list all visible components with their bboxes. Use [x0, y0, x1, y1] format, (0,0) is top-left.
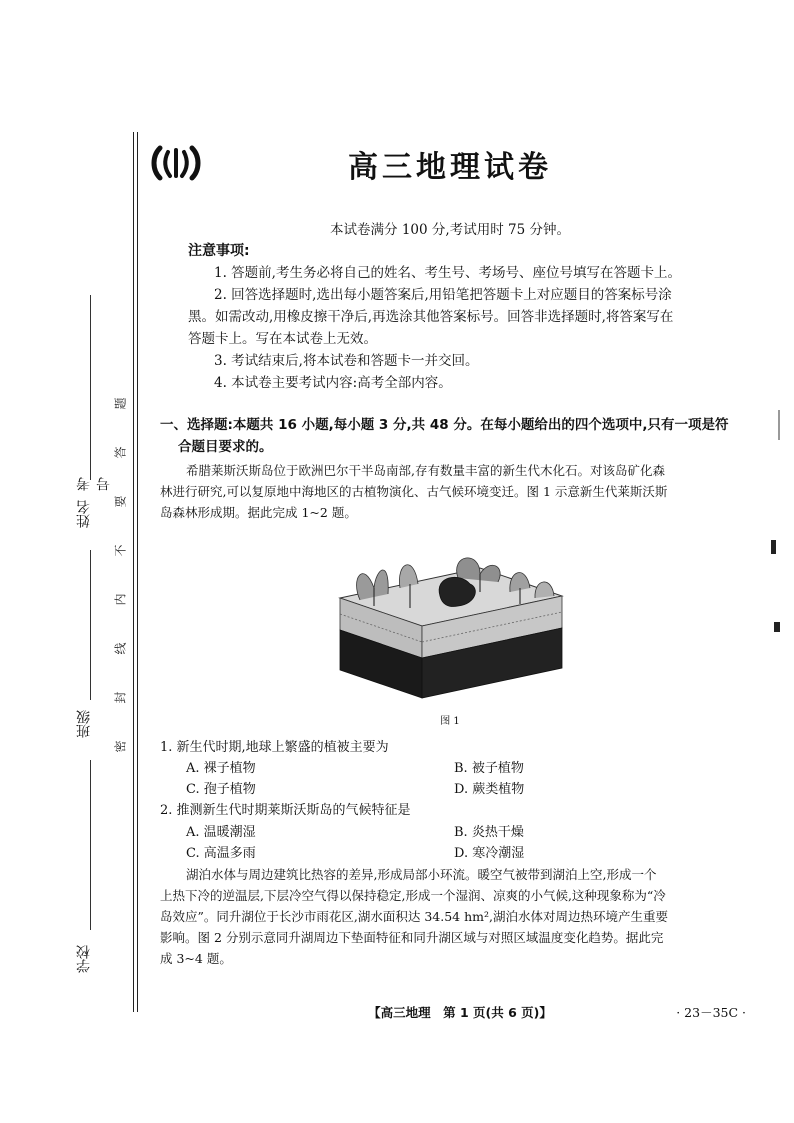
option-c: C. 孢子植物: [186, 782, 256, 797]
binding-line: [137, 132, 138, 1012]
passage-1: [160, 460, 748, 523]
question-1: [160, 738, 750, 758]
option-d: D. 寒冷潮湿: [454, 846, 525, 861]
binding-fields: [60, 120, 112, 1000]
scan-speck: [778, 410, 780, 440]
scan-speck: [771, 540, 776, 554]
passage-line: 希腊莱斯沃斯岛位于欧洲巴尔干半岛南部,存有数量丰富的新生代木化石。对该岛矿化森: [186, 463, 665, 478]
field-label: 班级: [76, 710, 92, 738]
publisher-logo-icon: [150, 142, 202, 184]
passage-line: 岛森林形成期。据此完成 1~2 题。: [160, 505, 357, 520]
exam-subtitle: 本试卷满分 100 分,考试用时 75 分钟。: [330, 222, 570, 238]
seal-char: 不: [113, 544, 128, 557]
figure-1-forest-block-diagram: [330, 548, 570, 703]
option-d: D. 蕨类植物: [454, 782, 525, 797]
note-item: 4. 本试卷主要考试内容:高考全部内容。: [214, 375, 452, 391]
scan-speck: [774, 622, 780, 632]
field-label: 姓名: [76, 500, 92, 528]
section-heading-line: 一、选择题:本题共 16 小题,每小题 3 分,共 48 分。在每小题给出的四个选项中,只有一项是符: [160, 417, 729, 433]
section-heading-line: 合题目要求的。: [178, 439, 273, 455]
figure-1-caption: 图 1: [440, 716, 460, 727]
seal-char: 答: [113, 446, 128, 459]
fill-line: [90, 550, 91, 700]
field-school: [60, 760, 100, 990]
option-a: A. 温暖潮湿: [186, 825, 256, 840]
seal-char: 内: [113, 593, 128, 606]
fill-line: [90, 370, 91, 480]
notes-title: 注意事项:: [188, 243, 250, 259]
seal-char: 要: [113, 495, 128, 508]
binding-line: [133, 132, 134, 1012]
fill-line: [90, 760, 91, 930]
option-a: A. 裸子植物: [186, 761, 256, 776]
option-b: B. 被子植物: [454, 761, 524, 776]
question-stem: 2. 推测新生代时期莱斯沃斯岛的气候特征是: [160, 803, 411, 818]
option-c: C. 高温多雨: [186, 846, 256, 861]
notes-block: [188, 240, 748, 394]
seal-char: 封: [113, 691, 128, 704]
note-item: 1. 答题前,考生务必将自己的姓名、考生号、考场号、座位号填写在答题卡上。: [214, 265, 681, 281]
seal-char: 线: [113, 642, 128, 655]
exam-code: · 23－35C ·: [676, 1005, 746, 1020]
note-item: 答题卡上。写在本试卷上无效。: [188, 331, 377, 347]
passage-line: 岛效应”。同升湖位于长沙市雨花区,湖水面积达 34.54 hm²,湖泊水体对周边热环境产生重要: [160, 909, 668, 924]
page-number-label: 【高三地理 第 1 页(共 6 页)】: [368, 1005, 552, 1020]
passage-line: 影响。图 2 分别示意同升湖周边下垫面特征和同升湖区域与对照区域温度变化趋势。据此完: [160, 930, 664, 945]
section-heading: [160, 414, 750, 458]
seal-char: 密: [113, 740, 128, 753]
note-item: 3. 考试结束后,将本试卷和答题卡一并交回。: [214, 353, 479, 369]
passage-line: 成 3~4 题。: [160, 951, 232, 966]
passage-line: 上热下冷的逆温层,下层冷空气得以保持稳定,形成一个湿润、凉爽的小气候,这种现象称为“冷: [160, 888, 666, 903]
exam-title: 高三地理试卷: [348, 150, 552, 185]
passage-line: 林进行研究,可以复原地中海地区的古植物演化、古气候环境变迁。图 1 示意新生代莱斯沃斯: [160, 484, 668, 499]
note-item: 2. 回答选择题时,选出每小题答案后,用铅笔把答题卡上对应题目的答案标号涂: [214, 287, 672, 303]
question-2: [160, 801, 750, 821]
note-item: 黑。如需改动,用橡皮擦干净后,再选涂其他答案标号。回答非选择题时,将答案写在: [188, 309, 674, 325]
field-label: 学校: [76, 945, 92, 973]
seal-warning: [110, 395, 130, 755]
passage-2: [160, 864, 748, 969]
question-stem: 1. 新生代时期,地球上繁盛的植被主要为: [160, 740, 389, 755]
option-b: B. 炎热干燥: [454, 825, 524, 840]
field-label: 考号: [76, 477, 112, 491]
field-class: [60, 550, 100, 750]
field-name: [60, 370, 100, 570]
passage-line: 湖泊水体与周边建筑比热容的差异,形成局部小环流。暖空气被带到湖泊上空,形成一个: [186, 867, 657, 882]
seal-char: 题: [113, 397, 128, 410]
